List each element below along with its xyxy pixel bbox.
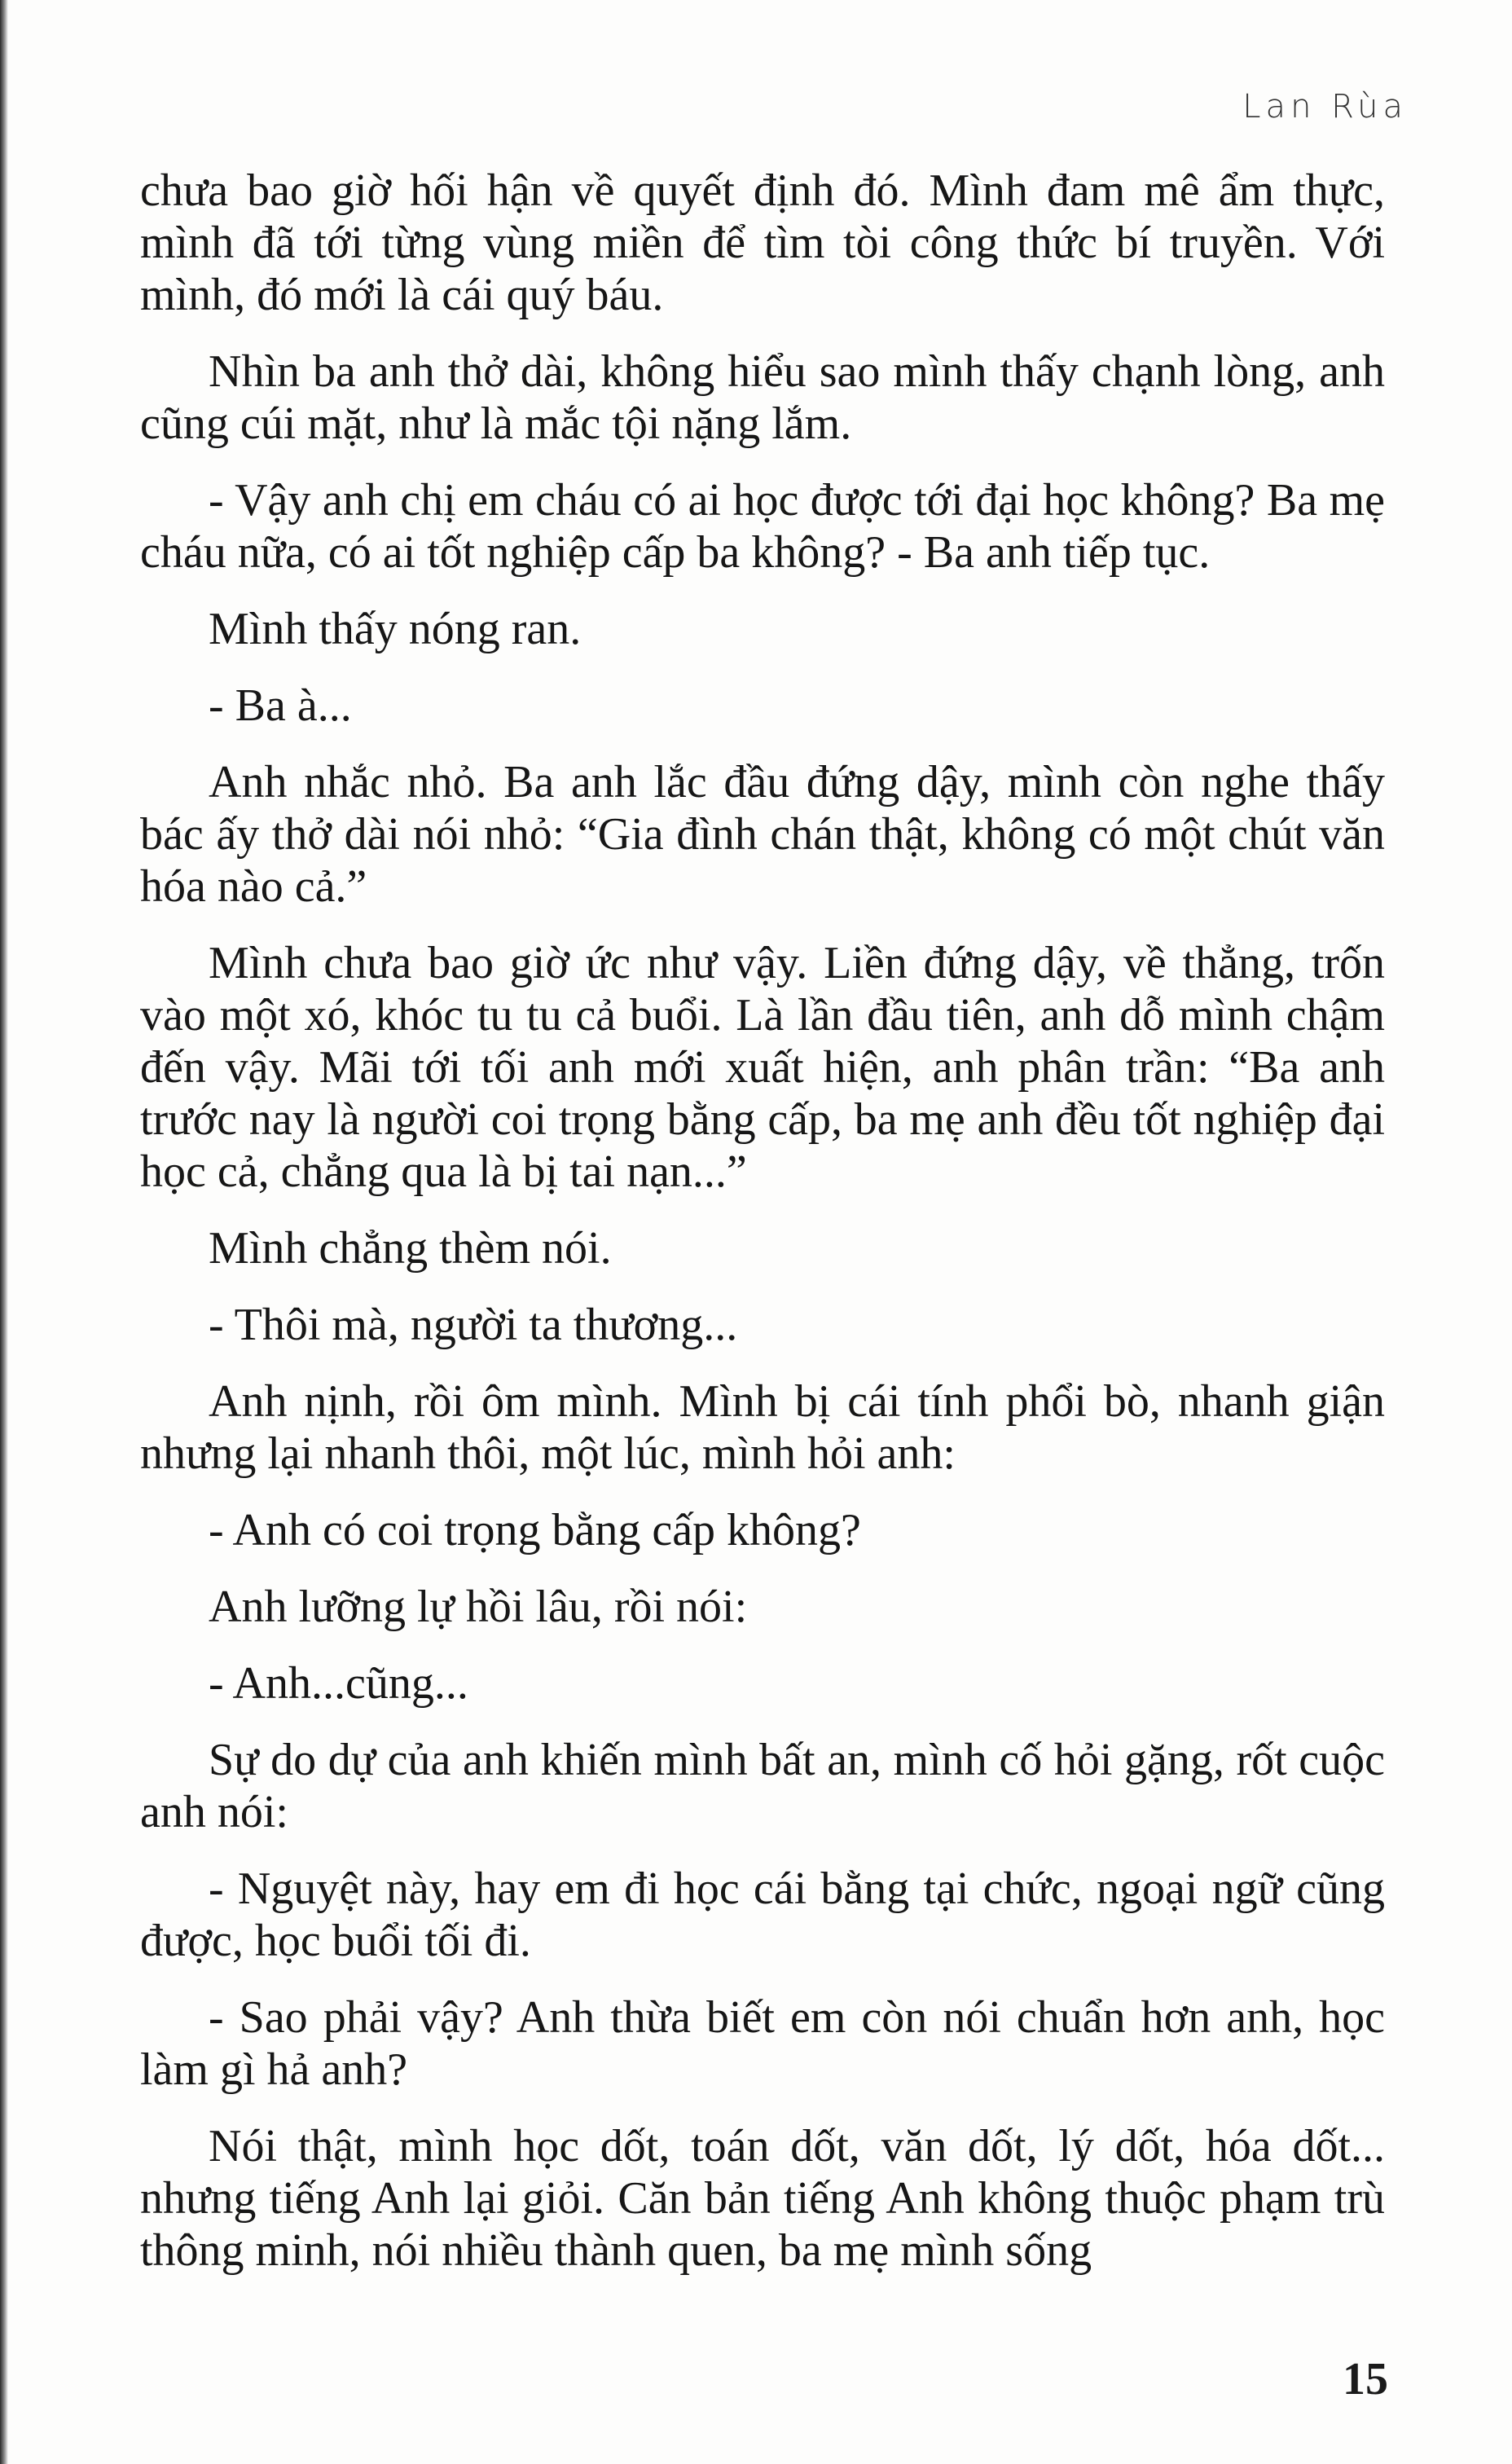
dialogue-line: - Anh có coi trọng bằng cấp không? [209,1505,861,1555]
body-text [140,165,1385,2301]
paragraph: Sự do dự của anh khiến mình bất an, mình cố hỏi gặng, rốt cuộc anh nói: [140,1735,1385,1837]
paragraph: Anh nịnh, rồi ôm mình. Mình bị cái tính phổi bò, nhanh giận nhưng lại nhanh thôi, một lúc, mình hỏi anh: [140,1376,1385,1479]
dialogue-line: - Thôi mà, người ta thương... [209,1300,738,1350]
paragraph: Mình chưa bao giờ ức như vậy. Liền đứng dậy, về thẳng, trốn vào một xó, khóc tu tu cả buổi. Là lần đầu tiên, anh dỗ mình chậm đến vậy. Mãi tới tối anh mới xuất hiện, anh phân trần: “Ba anh trước nay là người coi trọng bằng cấp, ba mẹ anh đều tốt nghiệp đại học cả, chẳng qua là bị tai nạn...” [140,938,1385,1197]
paragraph: Anh nhắc nhỏ. Ba anh lắc đầu đứng dậy, mình còn nghe thấy bác ấy thở dài nói nhỏ: “Gia đình chán thật, không có một chút văn hóa nào cả.” [140,757,1385,912]
dialogue-line: - Vậy anh chị em cháu có ai học được tới đại học không? Ba mẹ cháu nữa, có ai tốt nghiệp cấp ba không? - Ba anh tiếp tục. [140,475,1385,578]
dialogue-line: - Ba à... [209,680,352,731]
paragraph-continued: chưa bao giờ hối hận về quyết định đó. Mình đam mê ẩm thực, mình đã tới từng vùng miền để tìm tòi công thức bí truyền. Với mình, đó mới là cái quý báu. [140,165,1385,320]
paragraph: Mình thấy nóng ran. [209,604,582,654]
dialogue-line: - Nguyệt này, hay em đi học cái bằng tại chức, ngoại ngữ cũng được, học buổi tối đi. [140,1863,1385,1966]
paragraph: Nói thật, mình học dốt, toán dốt, văn dốt, lý dốt, hóa dốt... nhưng tiếng Anh lại giỏi. Căn bản tiếng Anh không thuộc phạm trù thông minh, nói nhiều thành quen, ba mẹ mình sống [140,2121,1385,2276]
running-header: Lan Rùa [1242,88,1408,125]
paragraph: Nhìn ba anh thở dài, không hiểu sao mình thấy chạnh lòng, anh cũng cúi mặt, như là mắc tội nặng lắm. [140,346,1385,449]
dialogue-line: - Sao phải vậy? Anh thừa biết em còn nói chuẩn hơn anh, học làm gì hả anh? [140,1992,1385,2095]
page-number: 15 [1343,2354,1388,2405]
paragraph: Anh lưỡng lự hồi lâu, rồi nói: [209,1582,748,1632]
dialogue-line: - Anh...cũng... [209,1658,468,1709]
paragraph: Mình chẳng thèm nói. [209,1223,612,1274]
binding-shadow [0,0,8,2464]
